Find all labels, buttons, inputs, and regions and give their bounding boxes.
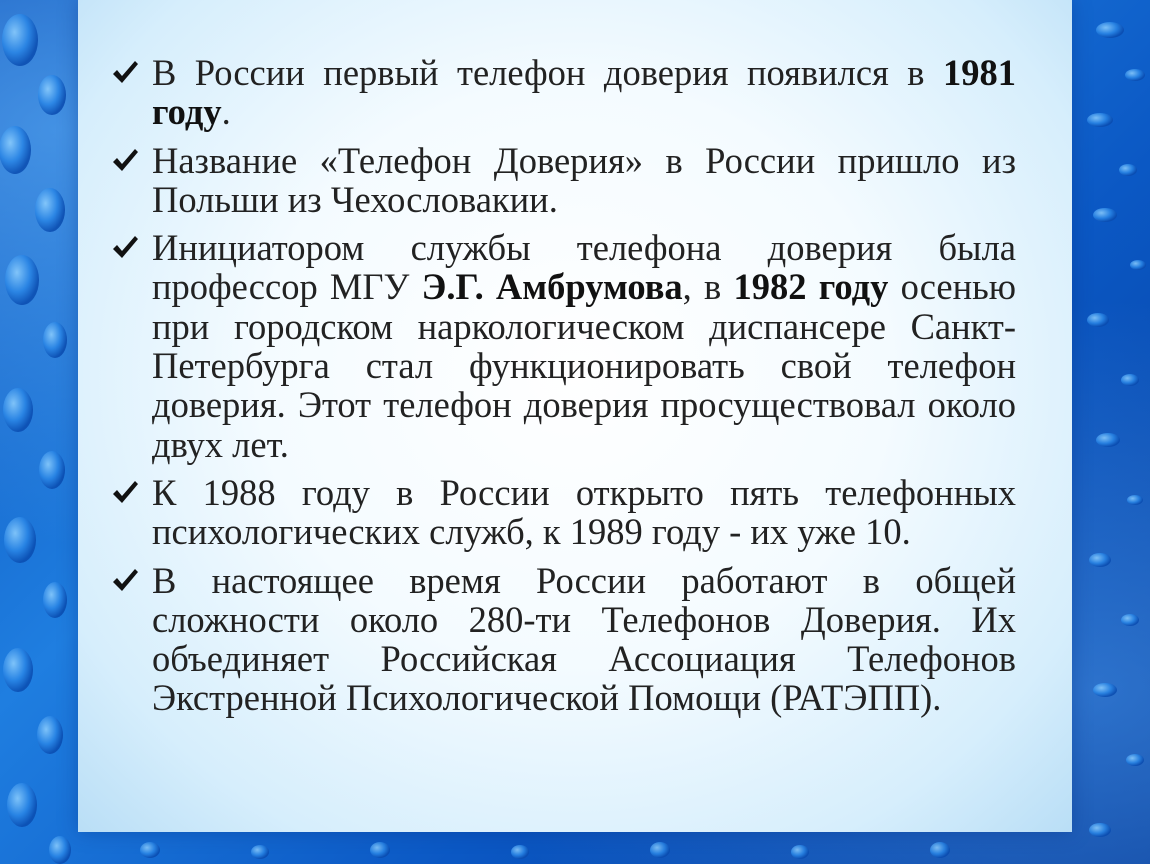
bullet-text: , в	[682, 266, 734, 308]
bullet-text-bold: 1981 году	[152, 52, 1016, 133]
bullet-text-bold: 1982 году	[733, 266, 889, 308]
check-mark-icon	[110, 58, 140, 88]
check-mark-icon	[110, 478, 140, 508]
bullet-text: Инициатором службы телефона доверия была профессор МГУ	[152, 227, 1016, 308]
bullet-text: В настоящее время России работают в общей сложности около 280-ти Телефонов Доверия. Их объединяет Российская Ассоциация Телефонов Экстренной Психологической Помощи (РАТЭПП).	[152, 559, 1016, 719]
check-mark-icon	[110, 146, 140, 176]
bullet-text: .	[221, 91, 231, 133]
bullet-item	[108, 473, 1016, 552]
bullet-text-bold: Э.Г. Амбрумова	[421, 266, 683, 308]
bullet-text: К 1988 году в России открыто пять телефонных психологических служб, к 1989 году - их уже 10.	[152, 471, 1016, 553]
bullet-text: Название «Телефон Доверия» в России пришло из Польши из Чехословакии.	[152, 139, 1016, 220]
bullet-list	[108, 53, 1016, 727]
bullet-item	[108, 53, 1016, 132]
check-mark-icon	[110, 566, 140, 596]
bullet-text: осенью при городском наркологическом диспансере Санкт-Петербурга стал функционировать свой телефон доверия. Этот телефон доверия просуществовал около двух лет.	[152, 266, 1017, 465]
bullet-item	[108, 561, 1016, 718]
bullet-item	[108, 141, 1016, 220]
bullet-item	[108, 228, 1016, 464]
check-mark-icon	[110, 233, 140, 263]
bullet-text: В России первый телефон доверия появился в	[152, 52, 943, 93]
